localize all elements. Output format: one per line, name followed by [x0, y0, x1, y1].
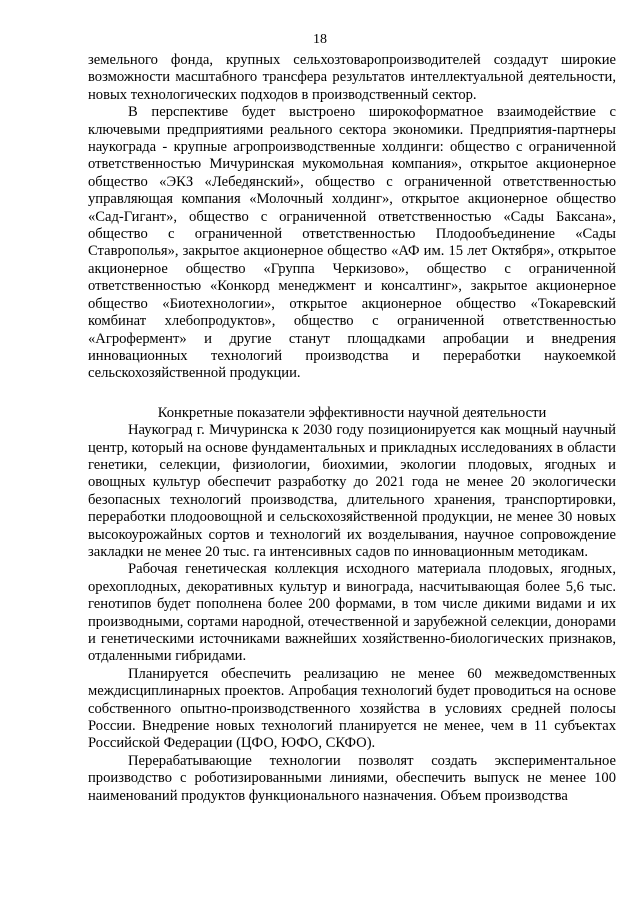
- section-spacer: [88, 383, 616, 405]
- page-number: 18: [313, 32, 327, 47]
- paragraph-projects: Планируется обеспечить реализацию не менее 60 межведомственных междисциплинарных проектов. Апробация технологий будет проводиться на основе собственного опытно-производственного хозяйства в условиях средней полосы России. Внедрение новых технологий планируется не менее, чем в 11 субъектах Российской Федерации (ЦФО, ЮФО, СКФО).: [88, 665, 616, 752]
- paragraph-continuation: земельного фонда, крупных сельхозтоваропроизводителей создадут широкие возможности масштабного трансфера результатов интеллектуальной деятельности, новых технологических подходов в производственный сектор.: [88, 52, 616, 103]
- paragraph-processing: Перерабатывающие технологии позволят создать экспериментальное производство с роботизированными линиями, обеспечить выпуск не менее 100 наименований продуктов функционального назначения. Объем производства: [88, 752, 616, 804]
- section-heading: Конкретные показатели эффективности научной деятельности: [157, 404, 547, 421]
- page-body: [88, 52, 616, 805]
- paragraph-collection: Рабочая генетическая коллекция исходного материала плодовых, ягодных, орехоплодных, декоративных культур и винограда, насчитывающая более 5,6 тыс. генотипов будет пополнена более 200 формами, в том числе дикими видами и их производными, сортами народной, отечественной и зарубежной селекции, донорами и генетическими источниками важнейших хозяйственно-биологических признаков, отдаленными гибридами.: [88, 561, 616, 665]
- paragraph-naukograd: Наукоград г. Мичуринска к 2030 году позиционируется как мощный научный центр, который на основе фундаментальных и прикладных исследованиях в области генетики, селекции, физиологии, биохимии, экологии плодовых, ягодных и овощных культур обеспечит разработку до 2021 года не менее 20 экологически безопасных технологий производства, длительного хранения, транспортировки, переработки плодоовощной и сельскохозяйственной продукции, не менее 30 новых высокоурожайных сортов и технологий их возделывания, научное сопровождение закладки не менее 20 тыс. га интенсивных садов по инновационным методикам.: [88, 422, 616, 560]
- paragraph-partners: В перспективе будет выстроено широкоформатное взаимодействие с ключевыми предприятиями реального сектора экономики. Предприятия-партнеры наукограда - крупные агропроизводственные холдинги: общество с ограниченной ответственностью Мичуринская мукомольная компания», открытое акционерное общество «ЭКЗ «Лебедянский», общество с ограниченной ответственностью управляющая компания «Молочный холдинг», открытое акционерное общество «Сад-Гигант», общество с ограниченной ответственностью «Сады Баксана», общество с ограниченной ответственностью Плодообъединение «Сады Ставрополья», закрытое акционерное общество «АФ им. 15 лет Октября», открытое акционерное общество «Группа Черкизово», общество с ограниченной ответственностью «Конкорд менеджмент и консалтинг», закрытое акционерное общество «Биотехнологии», открытое акционерное общество «Токаревский комбинат хлебопродуктов», общество с ограниченной ответственностью «Агрофермент» и другие станут площадками апробации и внедрения инновационных технологий производства и переработки наукоемкой сельскохозяйственной продукции.: [88, 104, 616, 382]
